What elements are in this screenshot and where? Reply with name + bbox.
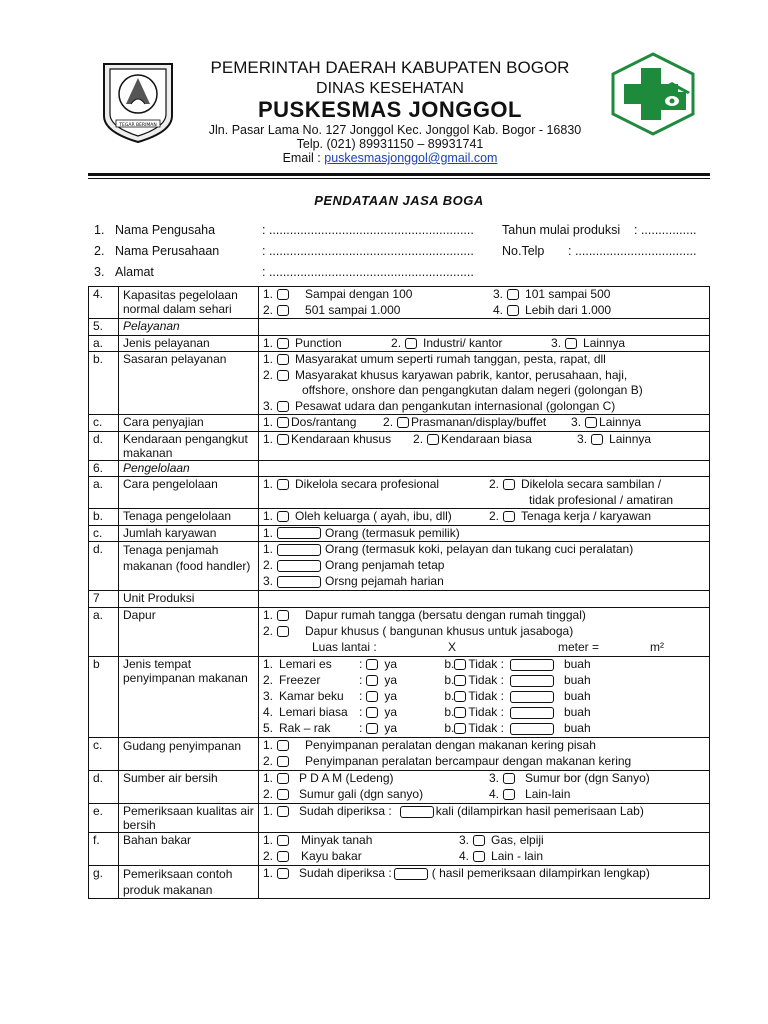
number-field[interactable]: [510, 659, 554, 671]
info-no-1: 1.: [94, 223, 105, 237]
checkbox[interactable]: [473, 835, 485, 846]
section-unit-produksi: 7 Unit Produksi: [89, 591, 710, 608]
checkbox[interactable]: [277, 868, 289, 879]
puskesmas-logo: [610, 52, 696, 136]
email-line: Email : puskesmasjonggol@gmail.com: [282, 151, 498, 165]
row-dapur: a. Dapur 1. Dapur rumah tangga (bersatu dengan rumah tinggal) 2. Dapur khusus ( bangunan khusus untuk jasaboga) Luas lantai : X meter = m²: [89, 607, 710, 656]
label-kapasitas: Kapasitas pegelolaan normal dalam sehari: [119, 287, 259, 319]
address: Jln. Pasar Lama No. 127 Jonggol Kec. Jonggol Kab. Bogor - 16830: [208, 123, 582, 137]
row-jumlah-karyawan: c. Jumlah karyawan 1. Orang (termasuk pemilik): [89, 525, 710, 542]
letterhead: [0, 0, 768, 180]
info-field-nama-perusahaan[interactable]: : ...........................................................: [262, 244, 474, 258]
section-pengelolaan: 6. Pengelolaan: [89, 460, 710, 477]
phone: Telp. (021) 89931150 – 89931741: [296, 137, 484, 151]
checkbox[interactable]: [454, 675, 466, 686]
checkbox[interactable]: [591, 434, 603, 445]
org-line-1: PEMERINTAH DAERAH KABUPATEN BOGOR: [210, 58, 570, 77]
checkbox[interactable]: [503, 773, 515, 784]
checkbox[interactable]: [503, 511, 515, 522]
checkbox[interactable]: [277, 305, 289, 316]
checkbox[interactable]: [277, 756, 289, 767]
row-penyimpanan: b Jenis tempat penyimpanan makanan 1. Lemari es : ya b. Tidak : buah 2. Freezer : ya b. Tidak : buah 3. Kamar beku : ya b. Tidak : buah 4. Lemari biasa : ya b. Tidak : buah 5. Rak – rak : ya b. Tidak : buah: [89, 656, 710, 737]
row-cara-penyajian: c. Cara penyajian 1. Dos/rantang 2. Prasmanan/display/buffet 3. Lainnya: [89, 415, 710, 432]
kabupaten-bogor-emblem: [98, 60, 178, 144]
row-kualitas-air: e. Pemeriksaan kualitas air bersih 1. Sudah diperiksa : kali (dilampirkan hasil pemerisaan Lab): [89, 803, 710, 832]
info-no-3: 3.: [94, 265, 105, 279]
checkbox[interactable]: [277, 511, 289, 522]
header-divider-thin: [88, 178, 710, 179]
checkbox[interactable]: [277, 789, 289, 800]
checkbox[interactable]: [366, 659, 378, 670]
section-pelayanan: 5. Pelayanan: [89, 319, 710, 336]
checkbox[interactable]: [277, 610, 289, 621]
row-tenaga-pengelolaan: b. Tenaga pengelolaan 1. Oleh keluarga ( ayah, ibu, dll) 2. Tenaga kerja / karyawan: [89, 509, 710, 526]
checkbox[interactable]: [277, 835, 289, 846]
checkbox[interactable]: [277, 417, 289, 428]
checkbox[interactable]: [277, 354, 289, 365]
info-label-telp: No.Telp: [502, 244, 545, 258]
checkbox[interactable]: [366, 675, 378, 686]
checkbox[interactable]: [507, 305, 519, 316]
row-cara-pengelolaan: a. Cara pengelolaan 1. Dikelola secara profesional 2. Dikelola secara sambilan / tidak profesional / amatiran: [89, 477, 710, 509]
checkbox[interactable]: [277, 289, 289, 300]
info-field-nama-pengusaha[interactable]: : ...........................................................: [262, 223, 474, 237]
row-contoh-produk: g. Pemeriksaan contoh produk makanan 1. Sudah diperiksa : ( hasil pemeriksaan dilampirkan lengkap): [89, 865, 710, 898]
checkbox[interactable]: [454, 691, 466, 702]
info-label-nama-perusahaan: Nama Perusahaan: [115, 244, 220, 258]
checkbox[interactable]: [366, 723, 378, 734]
header-divider-thick: [88, 173, 710, 176]
section-title-pelayanan: Pelayanan: [119, 319, 259, 336]
number-field[interactable]: [277, 560, 321, 572]
info-no-2: 2.: [94, 244, 105, 258]
number-field[interactable]: [510, 723, 554, 735]
checkbox[interactable]: [277, 851, 289, 862]
number-field[interactable]: [400, 806, 434, 818]
number-field[interactable]: [277, 544, 321, 556]
row-sumber-air: d. Sumber air bersih 1. P D A M (Ledeng) 3. Sumur bor (dgn Sanyo) 2. Sumur gali (dgn sanyo) 4. Lain-lain: [89, 770, 710, 803]
form-title: PENDATAAN JASA BOGA: [314, 193, 484, 208]
row-jenis-pelayanan: a. Jenis pelayanan 1. Punction 2. Industri/ kantor 3. Lainnya: [89, 335, 710, 352]
checkbox[interactable]: [405, 338, 417, 349]
checkbox[interactable]: [503, 789, 515, 800]
row-kapasitas: 4. Kapasitas pegelolaan normal dalam sehari 1. Sampai dengan 100 3. 101 sampai 500 2. 501 sampai 1.000 4. Lebih dari 1.000: [89, 287, 710, 319]
checkbox[interactable]: [454, 659, 466, 670]
checkbox[interactable]: [277, 434, 289, 445]
row-gudang: c. Gudang penyimpanan 1. Penyimpanan peralatan dengan makanan kering pisah 2. Penyimpanan peralatan bercampaur dengan makanan kering: [89, 737, 710, 770]
number-field[interactable]: [394, 868, 428, 880]
section-title-unit-produksi: Unit Produksi: [119, 591, 259, 608]
row-kendaraan: d. Kendaraan pengangkut makanan 1. Kendaraan khusus 2. Kendaraan biasa 3. Lainnya: [89, 431, 710, 460]
number-field[interactable]: [277, 576, 321, 588]
number-field[interactable]: [277, 527, 321, 539]
checkbox[interactable]: [507, 289, 519, 300]
checkbox[interactable]: [277, 806, 289, 817]
info-label-tahun: Tahun mulai produksi: [502, 223, 621, 237]
number-field[interactable]: [510, 691, 554, 703]
checkbox[interactable]: [366, 691, 378, 702]
checkbox[interactable]: [277, 479, 289, 490]
info-field-tahun[interactable]: : ................: [634, 223, 697, 237]
section-title-pengelolaan: Pengelolaan: [119, 460, 259, 477]
info-label-nama-pengusaha: Nama Pengusaha: [115, 223, 216, 237]
info-field-telp[interactable]: : ...................................: [568, 244, 697, 258]
checkbox[interactable]: [277, 773, 289, 784]
checkbox[interactable]: [277, 401, 289, 412]
checkbox[interactable]: [366, 707, 378, 718]
number-field[interactable]: [510, 675, 554, 687]
org-name: PUSKESMAS JONGGOL: [258, 97, 522, 122]
org-line-2: DINAS KESEHATAN: [316, 80, 464, 97]
checkbox[interactable]: [503, 479, 515, 490]
checkbox[interactable]: [454, 723, 466, 734]
checkbox[interactable]: [427, 434, 439, 445]
row-bahan-bakar: f. Bahan bakar 1. Minyak tanah 3. Gas, elpiji 2. Kayu bakar 4. Lain - lain: [89, 832, 710, 865]
survey-table: [88, 286, 710, 899]
checkbox[interactable]: [277, 338, 289, 349]
emblem-motto: TEGAR BERIMAN: [119, 123, 157, 128]
number-field[interactable]: [510, 707, 554, 719]
checkbox[interactable]: [473, 851, 485, 862]
checkbox[interactable]: [277, 626, 289, 637]
checkbox[interactable]: [397, 417, 409, 428]
checkbox[interactable]: [277, 370, 289, 381]
checkbox[interactable]: [454, 707, 466, 718]
checkbox[interactable]: [277, 740, 289, 751]
info-label-alamat: Alamat: [115, 265, 154, 279]
info-field-alamat[interactable]: : ...........................................................: [262, 265, 474, 279]
row-tenaga-penjamah: d. Tenaga penjamah makanan (food handler) 1. Orang (termasuk koki, pelayan dan tukang cuci peralatan) 2. Orang penjamah tetap 3. Orsng pejamah harian: [89, 542, 710, 591]
email-link[interactable]: puskesmasjonggol@gmail.com: [324, 151, 498, 165]
row-sasaran-pelayanan: b. Sasaran pelayanan 1. Masyarakat umum seperti rumah tanggan, pesta, rapat, dll 2. Masyarakat khusus karyawan pabrik, kantor, perusahaan, haji, offshore, onshore dan pengangkutan dalam negeri (golongan B) 3. Pesawat udara dan pengankutan internasional (golongan C): [89, 352, 710, 415]
checkbox[interactable]: [585, 417, 597, 428]
checkbox[interactable]: [565, 338, 577, 349]
